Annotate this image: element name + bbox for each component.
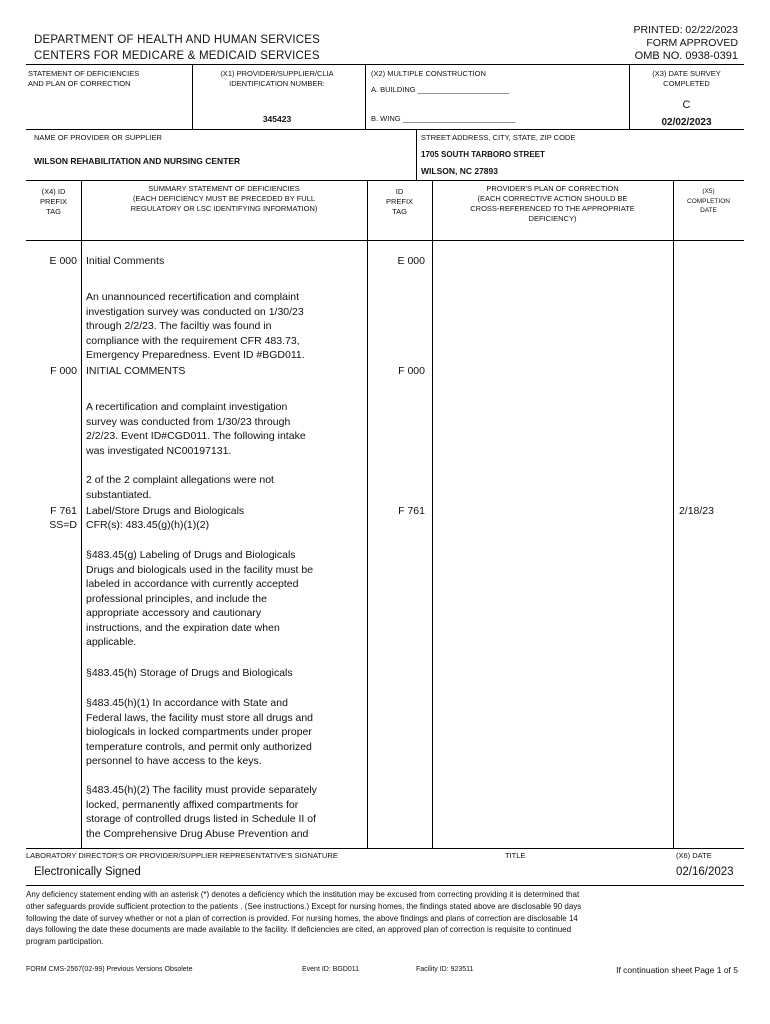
agency-name: CENTERS FOR MEDICARE & MEDICAID SERVICES [34,50,320,62]
footnote-text: Any deficiency statement ending with an asterisk (*) denotes a deficiency which the institution may be excused from correcting providing it is determined that other safeguards provide sufficient protection to the patients . (See instructions.) Except for nursing homes, the findings stated above are disclosable 90 days following the date of survey whether or not a plan of correction is provided. For nursing homes, the above findings and plans of correction are disclosable 14 days following the date these documents are made available to the facility. If deficiencies are cited, an approved plan of correction is requisite to continued program participation. [26,890,582,947]
form-number: FORM CMS-2567(02-99) Previous Versions Obsolete [26,966,193,973]
e000-text: An unannounced recertification and complaint investigation survey was conducted on 1/30/23 through 2/2/23. The faciltiy was found in compliance with the requirement CFR 483.73, Emergency Preparedness. Event ID #BGD011. [86,291,305,361]
f000-tag: F 000 [50,365,77,377]
f761-completion-date: 2/18/23 [678,505,714,517]
page-indicator: If continuation sheet Page 1 of 5 [616,965,738,975]
signature-date: 02/16/2023 [676,866,734,878]
rule-body [26,240,744,241]
col-x5-header: (X5) COMPLETION DATE [687,188,730,214]
signature-value: Electronically Signed [34,866,141,878]
omb-number: OMB NO. 0938-0391 [634,50,738,62]
f761-para3: §483.45(h)(1) In accordance with State and Federal laws, the facility must store all drugs and biologicals in locked compartments under proper temperature controls, and permit only authorized personnel to have access to the keys. [86,697,314,767]
f000-text1: A recertification and complaint investigation survey was conducted from 1/30/23 through 2/2/23. Event ID#CGD011. The following intake was investigated NC00197131. [86,401,306,457]
provider-name-label: NAME OF PROVIDER OR SUPPLIER [34,133,162,142]
street-address: 1705 SOUTH TARBORO STREET [421,150,545,159]
rule-footnote [26,885,744,886]
event-id: Event ID: BGD011 [302,966,360,973]
title-label: TITLE [505,851,526,860]
rule-columns [26,180,744,181]
facility-id: Facility ID: 923511 [416,966,474,973]
x1-label: (X1) PROVIDER/SUPPLIER/CLIA IDENTIFICATION NUMBER: [220,69,334,88]
x2-label: (X2) MULTIPLE CONSTRUCTION [371,69,486,78]
x1-value: 345423 [262,114,292,124]
department-name: DEPARTMENT OF HEALTH AND HUMAN SERVICES [34,34,320,46]
col-id-header: ID PREFIX TAG [385,187,414,216]
x6-date-label: (X6) DATE [676,851,712,860]
building-field: A. BUILDING ______________________ [371,85,510,94]
f761-id: F 761 [398,505,425,517]
e000-tag: E 000 [49,255,77,267]
f761-tag: F 761 [50,505,77,517]
printed-date: PRINTED: 02/22/2023 [633,24,738,36]
col-x4-header: (X4) ID PREFIX TAG [39,187,68,216]
address-label: STREET ADDRESS, CITY, STATE, ZIP CODE [421,133,576,142]
rule-top [26,64,744,65]
f000-id: F 000 [398,365,425,377]
city-state-zip: WILSON, NC 27893 [421,166,498,176]
f000-text2: 2 of the 2 complaint allegations were not substantiated. [86,474,274,501]
f761-para4: §483.45(h)(2) The facility must provide separately locked, permanently affixed compartments for storage of controlled drugs listed in Schedule II of the Comprehensive Drug Abuse Prevention and [86,784,317,840]
x3-label: (X3) DATE SURVEY COMPLETED [652,69,721,88]
signature-label: LABORATORY DIRECTOR'S OR PROVIDER/SUPPLIER REPRESENTATIVE'S SIGNATURE [26,851,338,860]
x3-code: C [682,99,691,111]
form-approved: FORM APPROVED [646,37,738,49]
f761-para1: §483.45(g) Labeling of Drugs and Biologicals Drugs and biologicals used in the facility must be labeled in accordance with currently accepted professional principles, and include the appropriate accessory and cautionary instructions, and the expiration date when applicable. [86,549,314,648]
rule-signature [26,848,744,849]
provider-name: WILSON REHABILITATION AND NURSING CENTER [34,156,241,166]
col-summary-header: SUMMARY STATEMENT OF DEFICIENCIES (EACH DEFICIENCY MUST BE PRECEDED BY FULL REGULATORY OR LSC IDENTIFYING INFORMATION) [130,184,318,213]
wing-field: B. WING ___________________________ [371,114,516,123]
col-plan-header: PROVIDER'S PLAN OF CORRECTION (EACH CORRECTIVE ACTION SHOULD BE CROSS-REFERENCED TO THE APPROPRIATE DEFICIENCY) [470,184,635,223]
e000-id: E 000 [397,255,425,267]
f761-para2: §483.45(h) Storage of Drugs and Biologicals [86,667,293,679]
f761-cfr: CFR(s): 483.45(g)(h)(1)(2) [86,519,210,531]
f761-title: Label/Store Drugs and Biologicals [86,505,245,517]
x3-date: 02/02/2023 [661,117,712,128]
f000-title: INITIAL COMMENTS [86,365,186,377]
rule-provider [26,129,744,130]
statement-label: STATEMENT OF DEFICIENCIES AND PLAN OF CORRECTION [28,69,140,88]
f761-severity: SS=D [49,519,77,531]
e000-title: Initial Comments [86,255,165,267]
